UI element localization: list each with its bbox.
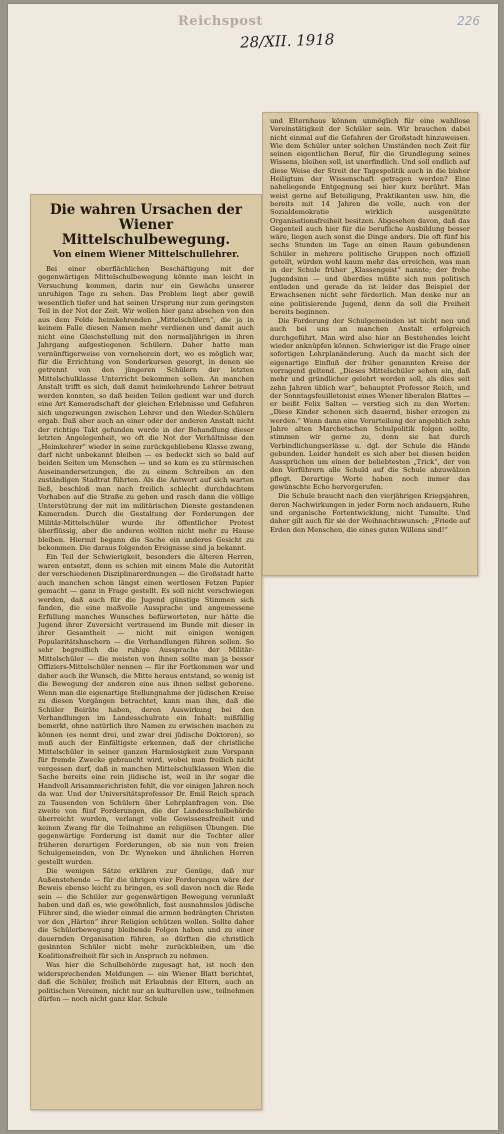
inventory-number: 226 — [457, 14, 480, 28]
article-paragraph: Bei einer oberflächlichen Beschäftigung mit der gegenwärtigen Mittelschulbewegung könnte man leicht in Versuchung kommen, darin nur ein Gewächs unserer unruhigen Tage zu sehen. Das Problem liegt aber gewiß wesentlich tiefer und hat seinen Ursprung nur zum geringsten Teil in der Not der Zeit. Wir wollen hier ganz absehen von den aus dem Felde heimkehrenden „Mittelschülern“, die ja in keinem Falle diesen Namen mehr verdienen und damit auch nicht eine Gleichstellung mit den normaljährigen in ihren Jahrgang aufgestiegenen Schülern. Daher hatte man vernünftigerweise von vorneherein dort, wo es möglich war, für die Errichtung von Sonderkursen gesorgt, in denen sie getrennt von den jüngeren Schülern der letzten Mittelschulklasse Unterricht bekommen sollen. An manchen Anstalt trifft es sich, daß damit heimkehrende Lehrer betraut werden konnten, so daß beiden Teilen gedient war und durch eine Art Kameradschaft der gleichen Erlebnisse und Gefahren sich ungezwungen zwischen Lehrer und den Wieder-Schülern ergab. Daß aber auch an einer oder der anderen Anstalt nicht der richtige Takt gefunden wurde in der Behandlung dieser letzten Angelegenheit, wo oft die Not der Verhältnisse den „Heimkehrer“ wieder in seine zurückgebliebene Klasse zwang, darf nicht unbekannt bleiben — es bedeckt sich so bald auf beiden Seiten um Menschen — und so kam es zu stürmischen Auseinandersetzungen, die zu einem Schreiben an den zuständigen Stadtrat führten. Als die Antwort auf sich warten ließ, beschloß man nach freilich schlecht durchdachtem Vorhaben auf die Straße zu gehen und rasch dann die völlige Unterstützung der mit im militärischen Dienste gestandenen Kameraden. Durch die Gestaltung der Forderungen der Militär-Mittelschüler wurde ihr öffentlicher Protest überflüssig, aber die anderen wollten nicht mehr zu Hause bleiben. Hiermit begann die Sache ein anderes Gesicht zu bekommen. Die daraus folgenden Ereignisse sind ja bekannt. — [38, 265, 254, 552]
article-paragraph: Die Forderung der Schulgemeinden ist nicht neu und auch bei uns an manchen Anstalt erfolgreich durchgeführt. Man wird also hier an Bestehendes leicht wieder anknüpfen können. Schwieriger ist die Frage einer sofortigen Lehrplanänderung. Auch da macht sich der eigenartige Einfluß der früher genannten Kreise der vorragend geltend. „Dieses Mittelschüler sehen ein, daß mehr und gründlicher gelehrt werden soll, als dies seit zehn Jahren üblich war“, behauptet Professor Reich, und der Sonntagsfeuilletonist eines Wiener liberalen Blattes — er beißt Felix Salten — verstieg sich zu den Worten: „Diese Kinder schonen sich dauernd, bisher erzogen zu werden.“ Wenn dann eine Verurteilung der angeblich zehn Jahre alten Marchetschen Schulpolitik folgen sollte, stimmen wir gerne zu, denn sie hat durch Verbindlichungserlässe u. dgl. der Schule die Hände gebunden. Leider handelt es sich aber bei diesen beiden Aussprüchen um einen der beliebtesten „Trick“, der von den Verführern alle Schuld auf die Schule abzuwälzen pflegt. Derartige Worte haben noch immer das gewünschte Echo hervorgerufen. — [270, 317, 470, 492]
article-title: Die wahren Ursachen der Wiener Mittelschulbewegung. — [49, 202, 243, 248]
article-paragraph: Ein Teil der Schwierigkeit, besonders die älteren Herren, waren entsetzt, denn es schien mit einem Male die Autorität der verschiedenen Disziplinarordnungen — die Großstadt hatte auch manchen schon längst einen wertlosen Fetzen Papier gemacht — ganz in Frage gestellt. Es soll nicht verschwiegen werden, daß auch für die Jugend günstige Stimmen sich fanden, die eine maßvolle Aussprache und angemessene Erfüllung manches Wunsches befürworteten, nur hätte die Jugend ihrer Zuversicht vertrauend im Bunde mit dieser in ihrer Gesamtheit — nicht mit einigen wenigen Popularitätshaschern — die Verhandlungen führen sollen. So sehr begreiflich die ruhige Aussprache der Militär-Mittelschüler — die meisten von ihnen sollte man ja besser Offiziers-Mittelschüler nennen — für ihr Fortkommen war und daher auch ihr Wunsch, die Mitte heraus entstand, so wenig ist die Bewegung der anderen eine aus ihnen selbst geborene. Wenn man die eigenartige Stellungnahme der jüdischen Kreise zu diesen Vorgängen betrachtet, kann man ihm, daß die Schüler Beiräte haben, deren Auswirkung bei den Verhandlungen im Landesschulrate ein Inhalt: mißfällig bemerkt, ohne natürlich ihre Namen zu erwischen machen zu können (es nennt drei, und zwar drei jüdische Doktoren), so muß auch der Einfältigste erkennen, daß der christliche Mittelschüler in seiner ganzen Harmlosigkeit zum Vorspann für fremde Zwecke gebraucht wird, wobei man freilich nicht vergessen darf, daß in manchen Mittelschulklassen Wien die Sache bereits eine rein jüdische ist, weil in ihr sogar die Handvoll Arisammerichristen fehlt, die vor einigen Jahren noch da war. Und der Universitätsprofessor Dr. Emil Reich sprach zu Tausenden von Schülern über Lehrplanfragen von. Die zweite von fünf Forderungen, die der Landesschulbehörde überreicht wurden, verlangt volle Gewissensfreiheit und keinen Zwang für die Teilnahme an religiösen Übungen. Die gegenwärtige Forderung ist damit nur die Tochter aller früheren derartigen Forderungen, ob sie nun von freien Schulgemeinden, von Dr. Wyneken und ähnlichen Herren gestellt wurden. — [38, 553, 254, 866]
article-paragraph: Die Schule braucht nach den vierjährigen Kriegsjahren, deren Nachwirkungen in jeder Form noch andauern, Ruhe und organische Fortentwicklung, nicht Tumulte. Und daher gilt auch für sie der Weihnachtswunsch: „Friede auf Erden den Menschen, die eines guten Willens sind!“ — [270, 492, 470, 534]
clipping-column-right — [262, 112, 478, 576]
article-byline: Von einem Wiener Mittelschullehrer. — [52, 250, 240, 260]
article-paragraph: Die wenigen Sätze erklären zur Genüge, daß nur Außenstehende — für die übrigen vier Forderungen wäre der Beweis ebenso leicht zu bringen, es soll davon noch die Rede sein — die Schüler zur gegenwärtigen Bewegung veranlaßt haben und daß es, wie gewöhnlich, fast ausnahmslos jüdische Führer sind, die wieder einmal die armen bedrängten Christen vor den „Härten“ ihrer Religion schützen wollen. Sollte daher die Schülerbewegung bleibende Folgen haben und zu einer dauernden Organisation führen, so dürften die christlich gesinnten Schüler nicht mehr zurückbleiben, um die Koalitionsfreiheit für sich in Anspruch zu nehmen. — [38, 867, 254, 960]
article-paragraph: Was hier die Schulbehörde zugesagt hat, ist noch den widersprechenden Meldungen — ein Wiener Blatt berichtet, daß die Schüler, freilich mit Erlaubnis der Eltern, auch an politischen Vereinen, nicht nur an kulturellen usw., teilnehmen dürfen — noch nicht ganz klar. Schule — [38, 961, 254, 1003]
handwritten-date: 28/XII. 1918 — [239, 30, 335, 52]
clipping-column-left — [30, 194, 262, 1110]
newspaper-masthead: Reichspost — [178, 14, 263, 29]
article-paragraph: und Elternhaus können unmöglich für eine wahllose Vereinstätigkeit der Schüler sein. Wir brauchen dabei nicht einmal auf die Gefahren der Großstadt hinzuweisen. Wie dem Schüler unter solchen Umständen noch Zeit für seinen eigentlichen Beruf, für die Grundlegung seines Wissens, bleiben soll, ist unerfindlich. Und soll endlich auf diese Weise der Streit der Tagespolitik auch in die bisher Heiligtum der Wissenschaft getragen werden? Eine naheliegende Entgegnung sei hier kurz berührt. Man weist gerne auf Beteiligung, Praktikanten usw. hin, die bereits mit 14 Jahren die volle, auch von der Sozialdemokratie wirklich ausgenützte Organisationsfreiheit besitzen. Abgesehen davon, daß das Gegenteil auch hier für die berufliche Ausbildung besser wäre, liegen auch sonst die Dinge anders. Die oft fünf bis sechs Stunden im Tage an einen Raum gebundenen Schüler in mehrere politische Gruppen noch offiziell geteilt, würden wohl kaum mehr das erreichen, was man in der Schule früher „Klassengeist“ nannte; der frohe Jugendsinn — und überdies müßte sich nun politisch entladen und gerade da ist leider das Beispiel der Erwachsenen nicht sehr förderlich. Man denke nur an eine politisierende Jugend, denn da soll die Freiheit bereits beginnen. — [270, 117, 470, 316]
